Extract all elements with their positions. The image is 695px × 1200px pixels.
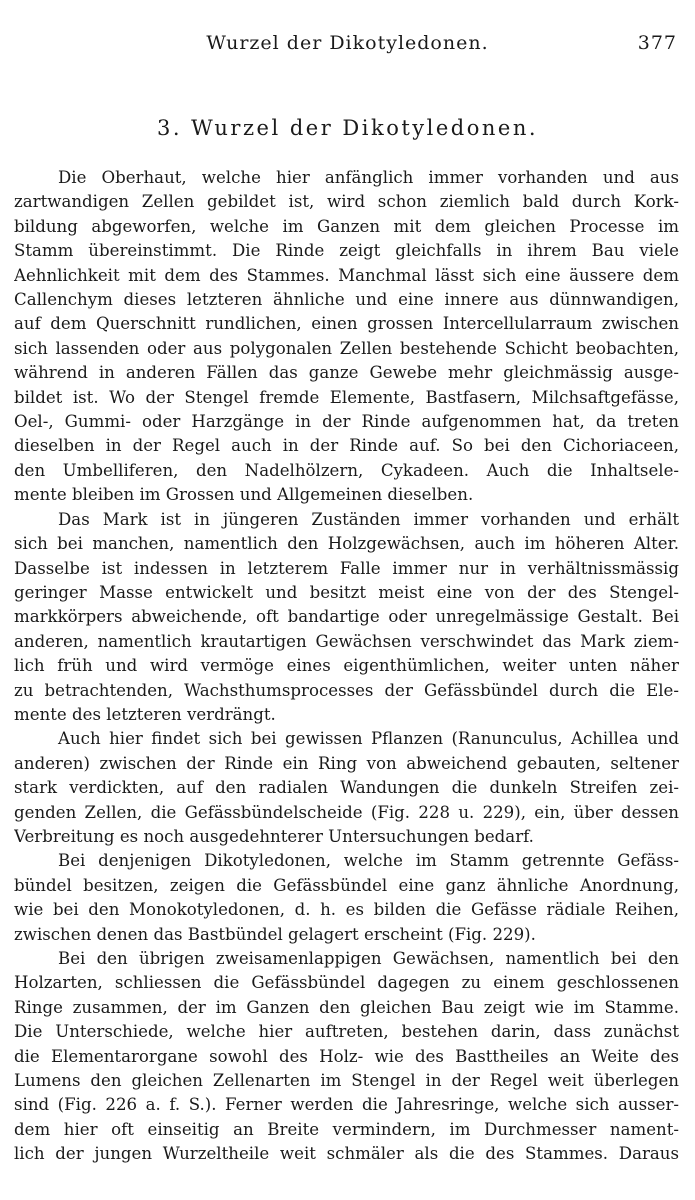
text-line: dieselben in der Regel auch in der Rinde auf. So bei den Cichoriaceen,: [14, 436, 679, 456]
text-line: bildet ist. Wo der Stengel fremde Elemente, Bastfasern, Milchsaftgefässe,: [14, 387, 679, 407]
text-line: Bei den übrigen zweisamenlappigen Gewächsen, namentlich bei den: [58, 949, 679, 968]
text-line: die Elementarorgane sowohl des Holz- wie des Basttheiles an Weite des: [14, 1046, 679, 1066]
text-line: anderen, namentlich krautartigen Gewächsen verschwindet das Mark ziem-: [14, 631, 679, 651]
text-line: sind (Fig. 226 a. f. S.). Ferner werden die Jahresringe, welche sich ausser-: [14, 1095, 679, 1115]
paragraph-3: [14, 727, 679, 849]
paragraph-2: [14, 508, 679, 728]
text-line: Dasselbe ist indessen in letzterem Falle immer nur in verhältnissmässig: [14, 558, 679, 578]
text-line: zwischen denen das Bastbündel gelagert erscheint (Fig. 229).: [14, 924, 536, 944]
text-line: Bei denjenigen Dikotyledonen, welche im Stamm getrennte Gefäss-: [58, 851, 679, 871]
text-line: Aehnlichkeit mit dem des Stammes. Manchmal lässt sich eine äussere dem: [14, 265, 679, 285]
text-line: dem hier oft einseitig an Breite vermindern, im Durchmesser nament-: [14, 1119, 679, 1139]
text-line: Auch hier findet sich bei gewissen Pflanzen (Ranunculus, Achillea und: [58, 729, 679, 749]
text-line: Die Oberhaut, welche hier anfänglich immer vorhanden und aus: [58, 168, 679, 187]
text-line: wie bei den Monokotyledonen, d. h. es bilden die Gefässe rädiale Reihen,: [14, 900, 679, 920]
text-line: mente bleiben im Grossen und Allgemeinen dieselben.: [14, 485, 474, 505]
text-line: Oel-, Gummi- oder Harzgänge in der Rinde aufgenommen hat, da treten: [14, 412, 679, 432]
text-line: Stamm übereinstimmt. Die Rinde zeigt gleichfalls in ihrem Bau viele: [14, 241, 679, 261]
text-line: genden Zellen, die Gefässbündelscheide (Fig. 228 u. 229), ein, über dessen: [14, 802, 679, 822]
text-line: sich lassenden oder aus polygonalen Zellen bestehende Schicht beobachten,: [14, 338, 679, 358]
text-line: stark verdickten, auf den radialen Wandungen die dunkeln Streifen zei-: [14, 778, 679, 798]
paragraph-1: [14, 166, 679, 508]
text-line: zu betrachtenden, Wachsthumsprocesses der Gefässbündel durch die Ele-: [14, 680, 679, 700]
text-line: mente des letzteren verdrängt.: [14, 704, 276, 724]
section-heading: 3. Wurzel der Dikotyledonen.: [156, 116, 539, 140]
text-line: den Umbelliferen, den Nadelhölzern, Cykadeen. Auch die Inhaltsele-: [14, 460, 679, 480]
running-head-title: Wurzel der Dikotyledonen.: [206, 32, 489, 54]
text-line: bildung abgeworfen, welche im Ganzen mit dem gleichen Processe im: [14, 216, 679, 236]
text-line: während in anderen Fällen das ganze Gewebe mehr gleichmässig ausge-: [14, 363, 679, 383]
running-head: [0, 32, 695, 58]
text-line: lich der jungen Wurzeltheile weit schmäler als die des Stammes. Daraus: [14, 1144, 679, 1164]
text-line: Die Unterschiede, welche hier auftreten, bestehen darin, dass zunächst: [14, 1022, 679, 1042]
text-line: Lumens den gleichen Zellenarten im Stengel in der Regel weit überlegen: [14, 1071, 679, 1091]
text-line: anderen) zwischen der Rinde ein Ring von abweichend gebauten, seltener: [14, 753, 679, 773]
paragraph-5: [14, 947, 679, 1167]
text-line: Das Mark ist in jüngeren Zuständen immer vorhanden und erhält: [58, 509, 679, 529]
text-line: auf dem Querschnitt rundlichen, einen grossen Intercellularraum zwischen: [14, 314, 679, 334]
paragraph-4: [14, 849, 679, 947]
text-line: Verbreitung es noch ausgedehnterer Untersuchungen bedarf.: [14, 826, 534, 846]
body-text: [14, 166, 679, 1167]
text-line: markkörpers abweichende, oft bandartige oder unregelmässige Gestalt. Bei: [14, 607, 679, 627]
text-line: sich bei manchen, namentlich den Holzgewächsen, auch im höheren Alter.: [14, 534, 679, 554]
text-line: bündel besitzen, zeigen die Gefässbündel eine ganz ähnliche Anordnung,: [14, 875, 679, 895]
text-line: Holzarten, schliessen die Gefässbündel dagegen zu einem geschlossenen: [14, 973, 679, 993]
page-number: 377: [637, 32, 677, 54]
text-line: Callenchym dieses letzteren ähnliche und eine innere aus dünnwandigen,: [14, 290, 679, 310]
text-line: Ringe zusammen, der im Ganzen den gleichen Bau zeigt wie im Stamme.: [14, 997, 679, 1017]
text-line: zartwandigen Zellen gebildet ist, wird schon ziemlich bald durch Kork-: [14, 192, 679, 212]
text-line: geringer Masse entwickelt und besitzt meist eine von der des Stengel-: [14, 582, 679, 602]
text-line: lich früh und wird vermöge eines eigenthümlichen, weiter unten näher: [14, 656, 679, 676]
